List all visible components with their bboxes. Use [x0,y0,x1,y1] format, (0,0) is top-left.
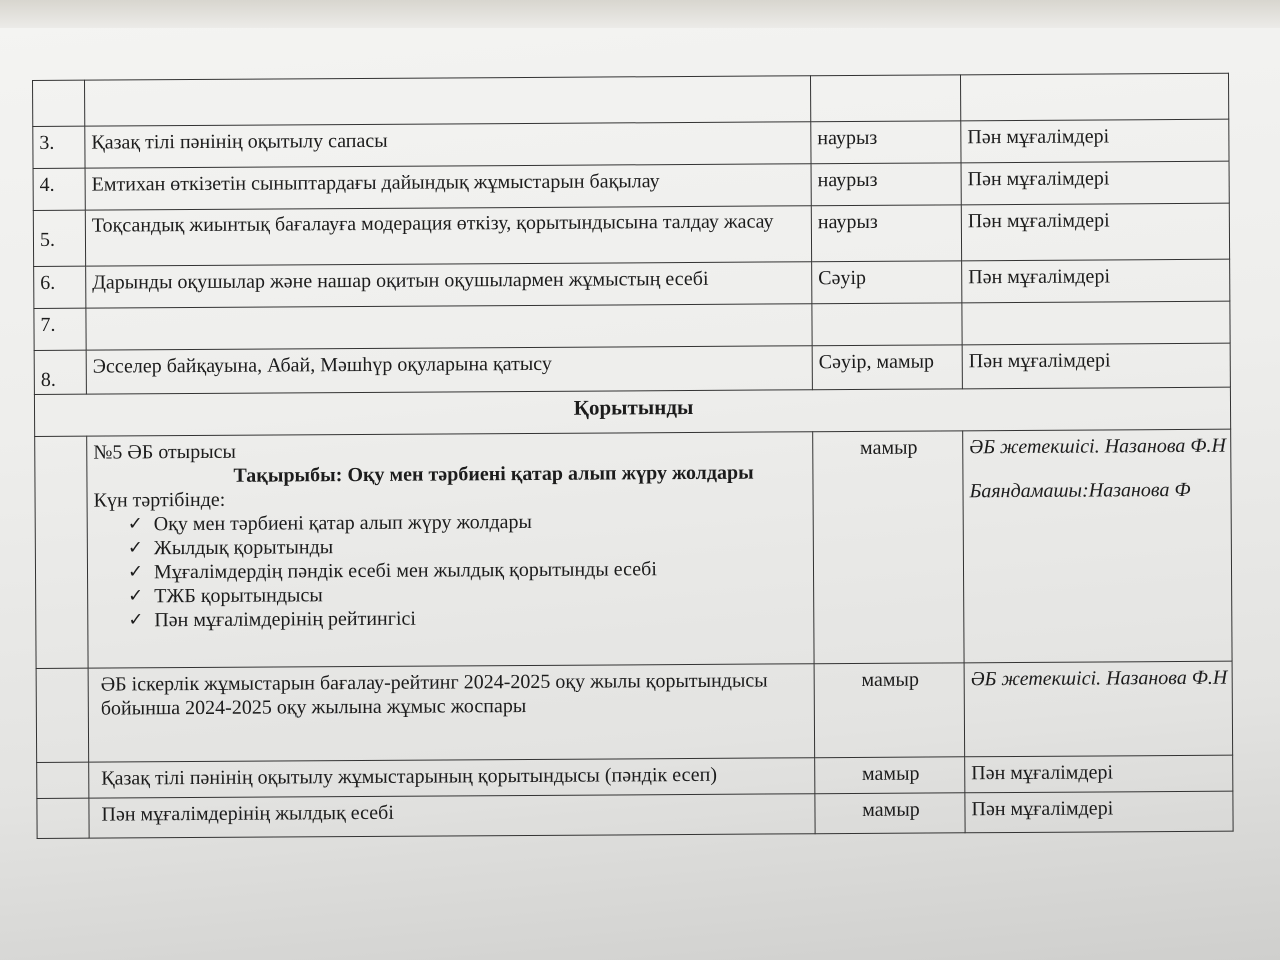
table-row [36,661,1233,762]
row-number [33,80,85,126]
row-responsible: Пән мұғалімдері [961,203,1229,261]
section-title: Қорытынды [34,387,1230,436]
spacer [969,458,1226,480]
row-task: ӘБ іскерлік жұмыстарын бағалау-рейтинг 2024-2025 оқу жылы қорытындысы бойынша 2024-2025 оқу жылына жұмыс жоспары [88,664,815,762]
row-number: 5. [33,210,85,266]
table-row [33,161,1229,210]
row-number: 4. [33,168,85,210]
table-row [34,301,1230,350]
row-month: мамыр [814,663,965,758]
row-number: 6. [34,266,86,308]
table-row [33,119,1229,168]
row-month [810,75,960,122]
table-row [34,343,1230,394]
row-number: 3. [33,126,85,168]
row-number: 8. [34,350,86,394]
row-task [86,304,812,350]
row-responsible [963,429,1232,663]
checkmark-icon: ✓ [128,585,144,607]
agenda-item: ✓ Жылдық қорытынды [127,536,334,560]
row-responsible: ӘБ жетекшісі. Назанова Ф.Н [964,661,1233,757]
table-row [33,203,1229,266]
row-number [35,436,88,668]
agenda-label: Күн тәртібінде: [93,488,226,512]
row-task: Қазақ тілі пәнінің оқытылу сапасы [85,122,811,168]
row-responsible: Пән мұғалімдері [962,343,1230,389]
table-row [37,791,1233,838]
row-number [37,762,89,798]
row-responsible [962,301,1230,345]
row-task [85,76,811,126]
document-page [32,73,1245,858]
row-task: Эсселер байқауына, Абай, Мәшһүр оқуларына қатысу [86,346,812,394]
row-responsible [960,73,1228,121]
section-row [34,387,1230,436]
table-row [33,73,1229,126]
meeting-topic: Тақырыбы: Оқу мен тәрбиені қатар алып жүру жолдары [233,461,754,487]
row-number [37,798,89,838]
row-month: мамыр [813,431,964,664]
checkmark-icon: ✓ [127,537,144,559]
meeting-title: №5 ӘБ отырысы [93,440,237,464]
row-task: Тоқсандық жиынтық бағалауға модерация өткізу, қорытындысына талдау жасау [85,206,811,266]
row-month: мамыр [815,757,965,794]
row-month: наурыз [811,163,961,206]
table-row [34,259,1230,308]
agenda-item: ✓ Пән мұғалімдерінің рейтингісі [128,607,416,632]
row-responsible: Пән мұғалімдері [961,119,1229,163]
row-number: 7. [34,308,86,350]
row-responsible: Пән мұғалімдері [962,259,1230,303]
row-responsible: Пән мұғалімдері [965,791,1233,833]
work-plan-table [32,73,1234,839]
row-responsible: Пән мұғалімдері [965,755,1233,793]
checkmark-icon: ✓ [127,561,144,583]
row-responsible: Пән мұғалімдері [961,161,1229,205]
meeting-row [35,429,1232,668]
row-task: Қазақ тілі пәнінің оқытылу жұмыстарының қорытындысы (пәндік есеп) [89,758,815,798]
meeting-content [87,432,814,668]
row-task: Дарынды оқушылар және нашар оқитын оқушылармен жұмыстың есебі [86,262,812,308]
responsible-head: ӘБ жетекшісі. Назанова Ф.Н [969,434,1226,459]
responsible-speaker: Баяндамашы:Назанова Ф [969,478,1191,503]
agenda-item: ✓ Оқу мен тәрбиені қатар алып жүру жолдары [127,510,533,536]
row-number [36,668,89,762]
checkmark-icon: ✓ [127,513,143,535]
checkmark-icon: ✓ [128,609,144,631]
agenda-list [94,508,810,632]
row-month: мамыр [815,793,965,834]
row-month [812,303,962,346]
row-task: Пән мұғалімдерінің жылдық есебі [89,794,815,838]
row-month: Сәуір [812,261,962,304]
row-month: наурыз [811,121,961,164]
row-task: Емтихан өткізетін сыныптардағы дайындық жұмыстарын бақылау [85,164,811,210]
row-month: Сәуір, мамыр [812,345,962,390]
agenda-item: ✓ Мұғалімдердің пәндік есебі мен жылдық қорытынды есебі [127,558,657,584]
agenda-item: ✓ ТЖБ қорытындысы [128,584,323,608]
row-month: наурыз [811,205,961,262]
background-strip [0,0,1280,28]
